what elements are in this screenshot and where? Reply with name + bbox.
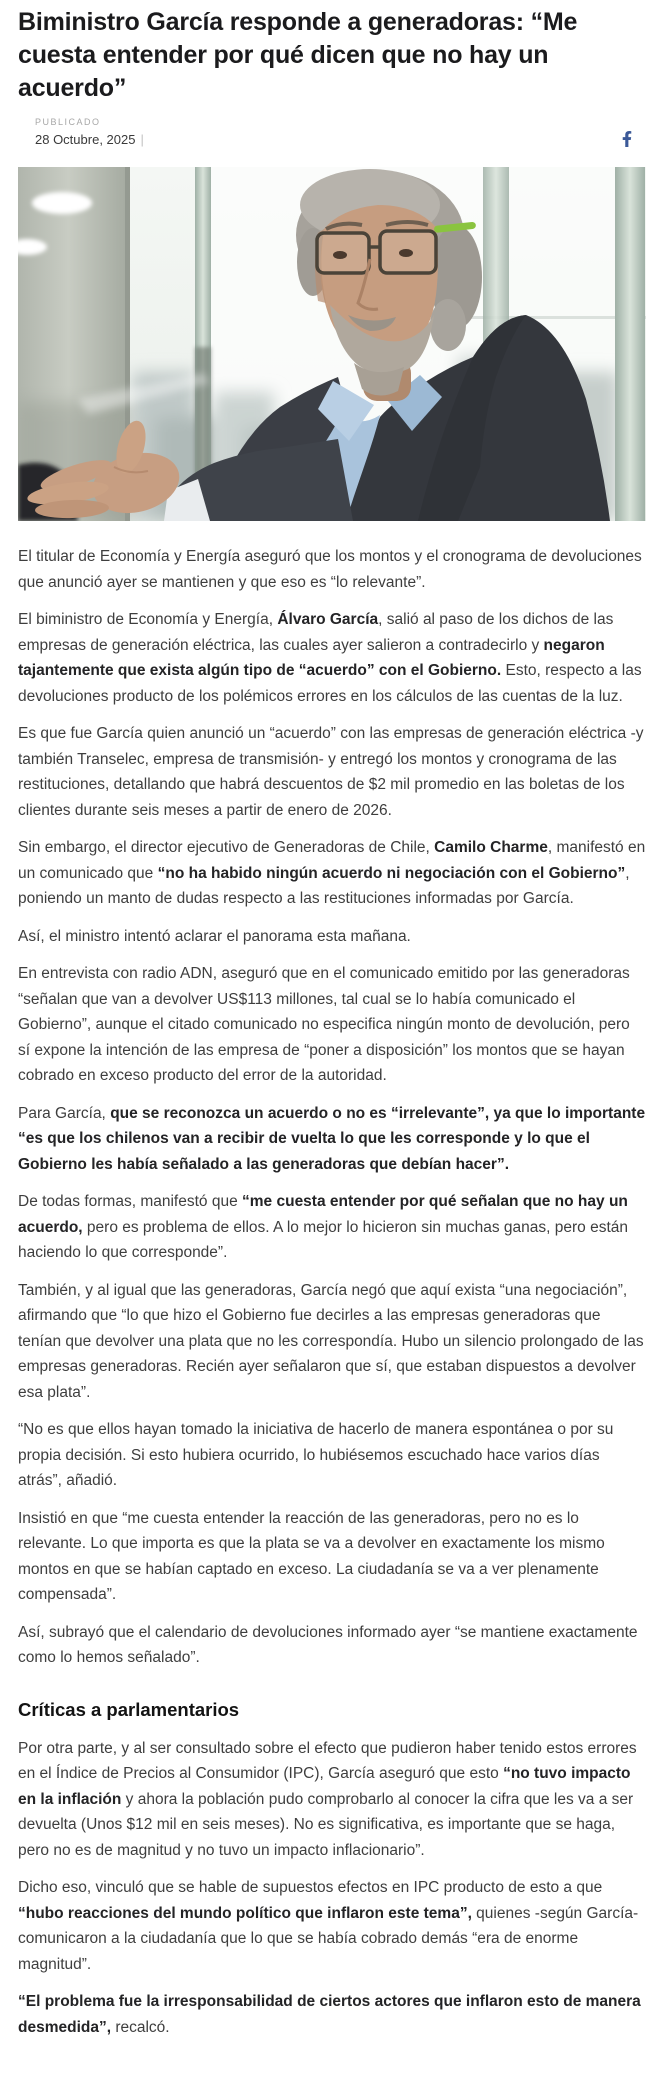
- article-paragraph: “No es que ellos hayan tomado la iniciativa de hacerlo de manera espontánea o por su propia decisión. Si esto hubiera ocurrido, lo hubiésemos escuchado hace varios días atrás”, añadió.: [18, 1421, 614, 1489]
- article-paragraph: Así, el ministro intentó aclarar el panorama esta mañana.: [18, 927, 411, 945]
- article-paragraph: “El problema fue la irresponsabilidad de ciertos actores que inflaron esto de manera desmedida”, recalcó.: [18, 1993, 641, 2036]
- hero-photo-illustration: [18, 167, 646, 521]
- article-paragraph: Para García, que se reconozca un acuerdo o no es “irrelevante”, ya que lo importante “es que los chilenos van a recibir de vuelta lo que les corresponde y lo que el Gobierno les había señalado a las generadoras que debían hacer”.: [18, 1104, 646, 1173]
- article-meta: [18, 117, 646, 151]
- article-paragraph: Por otra parte, y al ser consultado sobre el efecto que pudieron haber tenido estos errores en el Índice de Precios al Consumidor (IPC), García aseguró que esto “no tuvo impacto en la inflación y ahora la población pudo comprobarlo al conocer la cifra que les va a ser devuelta (Unos $12 mil en seis meses). No es significativa, es importante que se haga, pero no es de magnitud y no tuvo un impacto inflacionario”.: [18, 1739, 637, 1859]
- article-paragraph: En entrevista con radio ADN, aseguró que en el comunicado emitido por las generadoras “señalan que van a devolver US$113 millones, tal cual se lo había comunicado el Gobierno”, aunque el citado comunicado no especifica ningún monto de devolución, pero sí expone la intención de las empresa de “poner a disposición” los montos que se hayan cobrado en exceso producto del error de la autoridad.: [18, 965, 630, 1084]
- date-separator: |: [140, 132, 144, 147]
- section-heading: Críticas a parlamentarios: [18, 1698, 240, 1720]
- article-paragraph: Sin embargo, el director ejecutivo de Generadoras de Chile, Camilo Charme, manifestó en un comunicado que “no ha habido ningún acuerdo ni negociación con el Gobierno”, poniendo un manto de dudas respecto a las restituciones informadas por García.: [18, 839, 646, 907]
- published-label: PUBLICADO: [35, 117, 101, 127]
- article-paragraph: Es que fue García quien anunció un “acuerdo” con las empresas de generación eléctrica -y también Transelec, empresa de transmisión- y entregó los montos y cronograma de las restituciones, detallando que habrá descuentos de $2 mil promedio en las boletas de los clientes durante seis meses a partir de enero de 2026.: [18, 725, 644, 819]
- article-paragraph: Dicho eso, vinculó que se hable de supuestos efectos en IPC producto de esto a que “hubo reacciones del mundo político que inflaron este tema”, quienes -según García- comunicaron a la ciudadanía que lo que se había cobrado demás “era de enorme magnitud”.: [18, 1879, 639, 1973]
- article-paragraph: De todas formas, manifestó que “me cuesta entender por qué señalan que no hay un acuerdo, pero es problema de ellos. A lo mejor lo hicieron sin muchas ganas, pero están haciendo lo que corresponde”.: [18, 1193, 629, 1261]
- article-paragraph: También, y al igual que las generadoras, García negó que aquí exista “una negociación”, afirmando que “lo que hizo el Gobierno fue decirles a las empresas generadoras que tenían que devolver una plata que no les correspondía. Hubo un silencio prolongado de las empresas generadoras. Recién ayer señalaron que sí, que estaban dispuestos a devolver esa plata”.: [18, 1281, 644, 1401]
- hero-image: [18, 167, 646, 521]
- publish-date: 28 Octubre, 2025: [35, 132, 136, 147]
- article-lead: El titular de Economía y Energía aseguró que los montos y el cronograma de devoluciones que anunció ayer se mantienen y que eso es “lo relevante”.: [18, 548, 642, 591]
- article-paragraph: El biministro de Economía y Energía, Álvaro García, salió al paso de los dichos de las empresas de generación eléctrica, las cuales ayer salieron a contradecirlo y negaron tajantemente que exista algún tipo de “acuerdo” con el Gobierno. Esto, respecto a las devoluciones producto de los polémicos errores en los cálculos de las cuentas de la luz.: [18, 611, 642, 705]
- article-title: Biministro García responde a generadoras: “Me cuesta entender por qué dicen que no hay un acuerdo”: [18, 8, 578, 102]
- article-body: [18, 544, 646, 2040]
- facebook-icon: [622, 131, 632, 147]
- facebook-share-button[interactable]: [614, 127, 640, 151]
- article-paragraph: Insistió en que “me cuesta entender la reacción de las generadoras, pero no es lo relevante. Lo que importa es que la plata se va a devolver en exactamente los mismo montos en que se habían captado en exceso. La ciudadanía se va a ver plenamente compensada”.: [18, 1509, 605, 1603]
- article-paragraph: Así, subrayó que el calendario de devoluciones informado ayer “se mantiene exactamente como lo hemos señalado”.: [18, 1623, 638, 1666]
- publish-date-row: [35, 132, 144, 147]
- publish-info: [35, 117, 144, 147]
